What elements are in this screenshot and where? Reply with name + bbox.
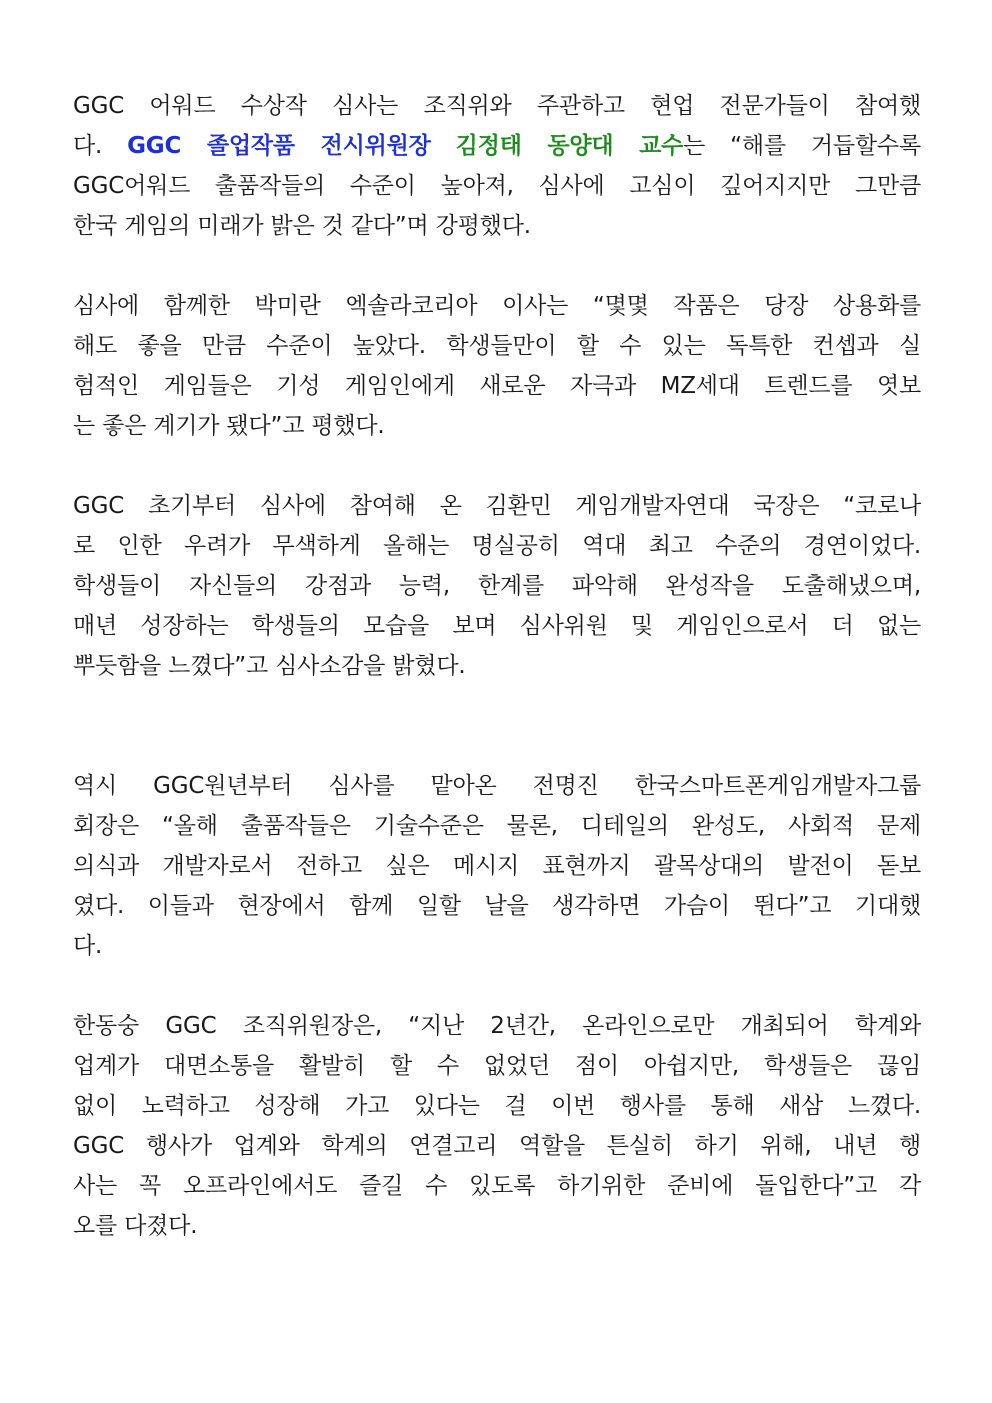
paragraph-4 — [73, 766, 921, 966]
text-line: 오를 다졌다. — [73, 1213, 198, 1239]
highlight-committee-chair: GGC 졸업작품 전시위원장 — [127, 133, 431, 159]
text-line: 학생들이 자신들의 강점과 능력, 한계를 파악해 완성작을 도출해냈으며, — [73, 573, 921, 599]
text-line: GGC어워드 출품작들의 수준이 높아져, 심사에 고심이 깊어지지만 그만큼 — [73, 173, 921, 199]
paragraph-3 — [73, 486, 921, 686]
paragraph-1 — [73, 86, 921, 246]
text-line: 뿌듯함을 느꼈다”고 심사소감을 밝혔다. — [73, 653, 466, 679]
text-line: 없이 노력하고 성장해 가고 있다는 걸 이번 행사를 통해 새삼 느꼈다. — [73, 1093, 921, 1119]
line-prefix: 다. — [73, 133, 128, 159]
text-line: 였다. 이들과 현장에서 함께 일할 날을 생각하면 가슴이 뛴다”고 기대했 — [73, 893, 921, 919]
paragraph-spacer — [73, 686, 921, 766]
text-line: 역시 GGC원년부터 심사를 맡아온 전명진 한국스마트폰게임개발자그룹 — [73, 773, 921, 799]
text-line: 업계가 대면소통을 활발히 할 수 없었던 점이 아쉽지만, 학생들은 끊임 — [73, 1053, 921, 1079]
text-line: 회장은 “올해 출품작들은 기술수준은 물론, 디테일의 완성도, 사회적 문제 — [73, 813, 921, 839]
paragraph-2 — [73, 286, 921, 446]
text-line: GGC 행사가 업계와 학계의 연결고리 역할을 튼실히 하기 위해, 내년 행 — [73, 1133, 921, 1159]
line-suffix: 는 “해를 거듭할수록 — [683, 133, 921, 159]
text-line-with-highlight — [73, 126, 921, 166]
text-line: 한국 게임의 미래가 밝은 것 같다”며 강평했다. — [73, 213, 531, 239]
paragraph-5 — [73, 1006, 921, 1246]
highlight-professor-name: 김정태 동양대 교수 — [455, 133, 684, 159]
paragraph-spacer — [73, 966, 921, 1006]
paragraph-spacer — [73, 446, 921, 486]
text-line: GGC 초기부터 심사에 참여해 온 김환민 게임개발자연대 국장은 “코로나 — [73, 493, 921, 519]
text-line: 의식과 개발자로서 전하고 싶은 메시지 표현까지 괄목상대의 발전이 돋보 — [73, 853, 921, 879]
text-line: 로 인한 우려가 무색하게 올해는 명실공히 역대 최고 수준의 경연이었다. — [73, 533, 921, 559]
text-line: 사는 꼭 오프라인에서도 즐길 수 있도록 하기위한 준비에 돌입한다”고 각 — [73, 1173, 921, 1199]
text-line: 매년 성장하는 학생들의 모습을 보며 심사위원 및 게임인으로서 더 없는 — [73, 613, 921, 639]
document-body — [73, 86, 921, 1246]
text-line: 는 좋은 계기가 됐다”고 평했다. — [73, 413, 385, 439]
text-line: 한동숭 GGC 조직위원장은, “지난 2년간, 온라인으로만 개최되어 학계와 — [73, 1013, 921, 1039]
text-line: 심사에 함께한 박미란 엑솔라코리아 이사는 “몇몇 작품은 당장 상용화를 — [73, 293, 921, 319]
paragraph-spacer — [73, 246, 921, 286]
text-line: 다. — [73, 933, 103, 959]
text-line: 험적인 게임들은 기성 게임인에게 새로운 자극과 MZ세대 트렌드를 엿보 — [73, 373, 921, 399]
text-line: GGC 어워드 수상작 심사는 조직위와 주관하고 현업 전문가들이 참여했 — [73, 93, 921, 119]
text-line: 해도 좋을 만큼 수준이 높았다. 학생들만이 할 수 있는 독특한 컨셉과 실 — [73, 333, 921, 359]
